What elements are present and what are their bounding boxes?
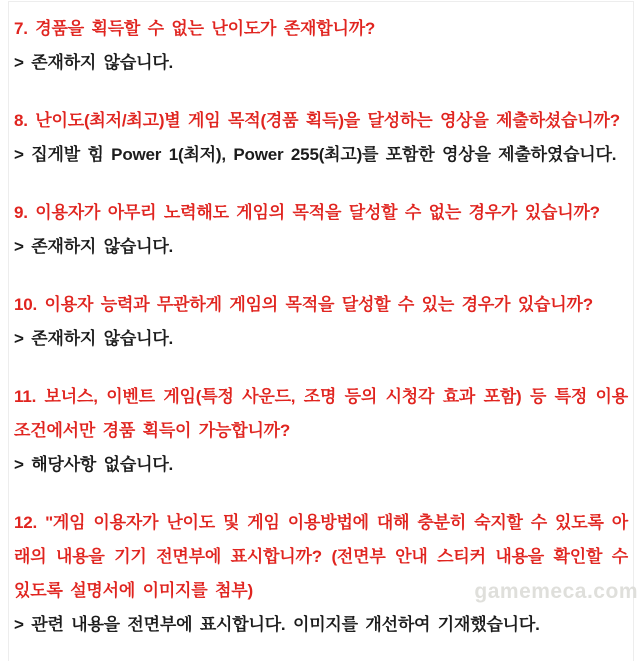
qa-block: [14, 12, 628, 80]
question-text: 7. 경품을 획득할 수 없는 난이도가 존재합니까?: [14, 19, 376, 38]
answer-text: > 관련 내용을 전면부에 표시합니다. 이미지를 개선하여 기재했습니다.: [14, 615, 540, 634]
question-text: 8. 난이도(최저/최고)별 게임 목적(경품 획득)을 달성하는 영상을 제출하셨습니까?: [14, 111, 620, 130]
qa-block: [14, 380, 628, 482]
qa-block: [14, 104, 628, 172]
answer-text: > 존재하지 않습니다.: [14, 329, 174, 348]
question-text: 10. 이용자 능력과 무관하게 게임의 목적을 달성할 수 있는 경우가 있습니까?: [14, 295, 593, 314]
question-text: 11. 보너스, 이벤트 게임(특정 사운드, 조명 등의 시청각 효과 포함) 등 특정 이용 조건에서만 경품 획득이 가능합니까?: [14, 387, 628, 440]
answer-text: > 해당사항 없습니다.: [14, 455, 174, 474]
watermark: gamemeca.com: [474, 580, 638, 603]
answer-text: > 존재하지 않습니다.: [14, 53, 174, 72]
qa-list: [14, 12, 628, 666]
question-text: 12. "게임 이용자가 난이도 및 게임 이용방법에 대해 충분히 숙지할 수 있도록 아래의 내용을 기기 전면부에 표시합니까? (전면부 안내 스티커 내용을 확인할 수 있도록 설명서에 이미지를 첨부): [14, 513, 628, 600]
qa-block: [14, 196, 628, 264]
qa-block: [14, 506, 628, 642]
qa-block: [14, 288, 628, 356]
answer-text: > 존재하지 않습니다.: [14, 237, 174, 256]
answer-text: > 집게발 힘 Power 1(최저), Power 255(최고)를 포함한 영상을 제출하였습니다.: [14, 145, 617, 164]
question-text: 9. 이용자가 아무리 노력해도 게임의 목적을 달성할 수 없는 경우가 있습니까?: [14, 203, 600, 222]
